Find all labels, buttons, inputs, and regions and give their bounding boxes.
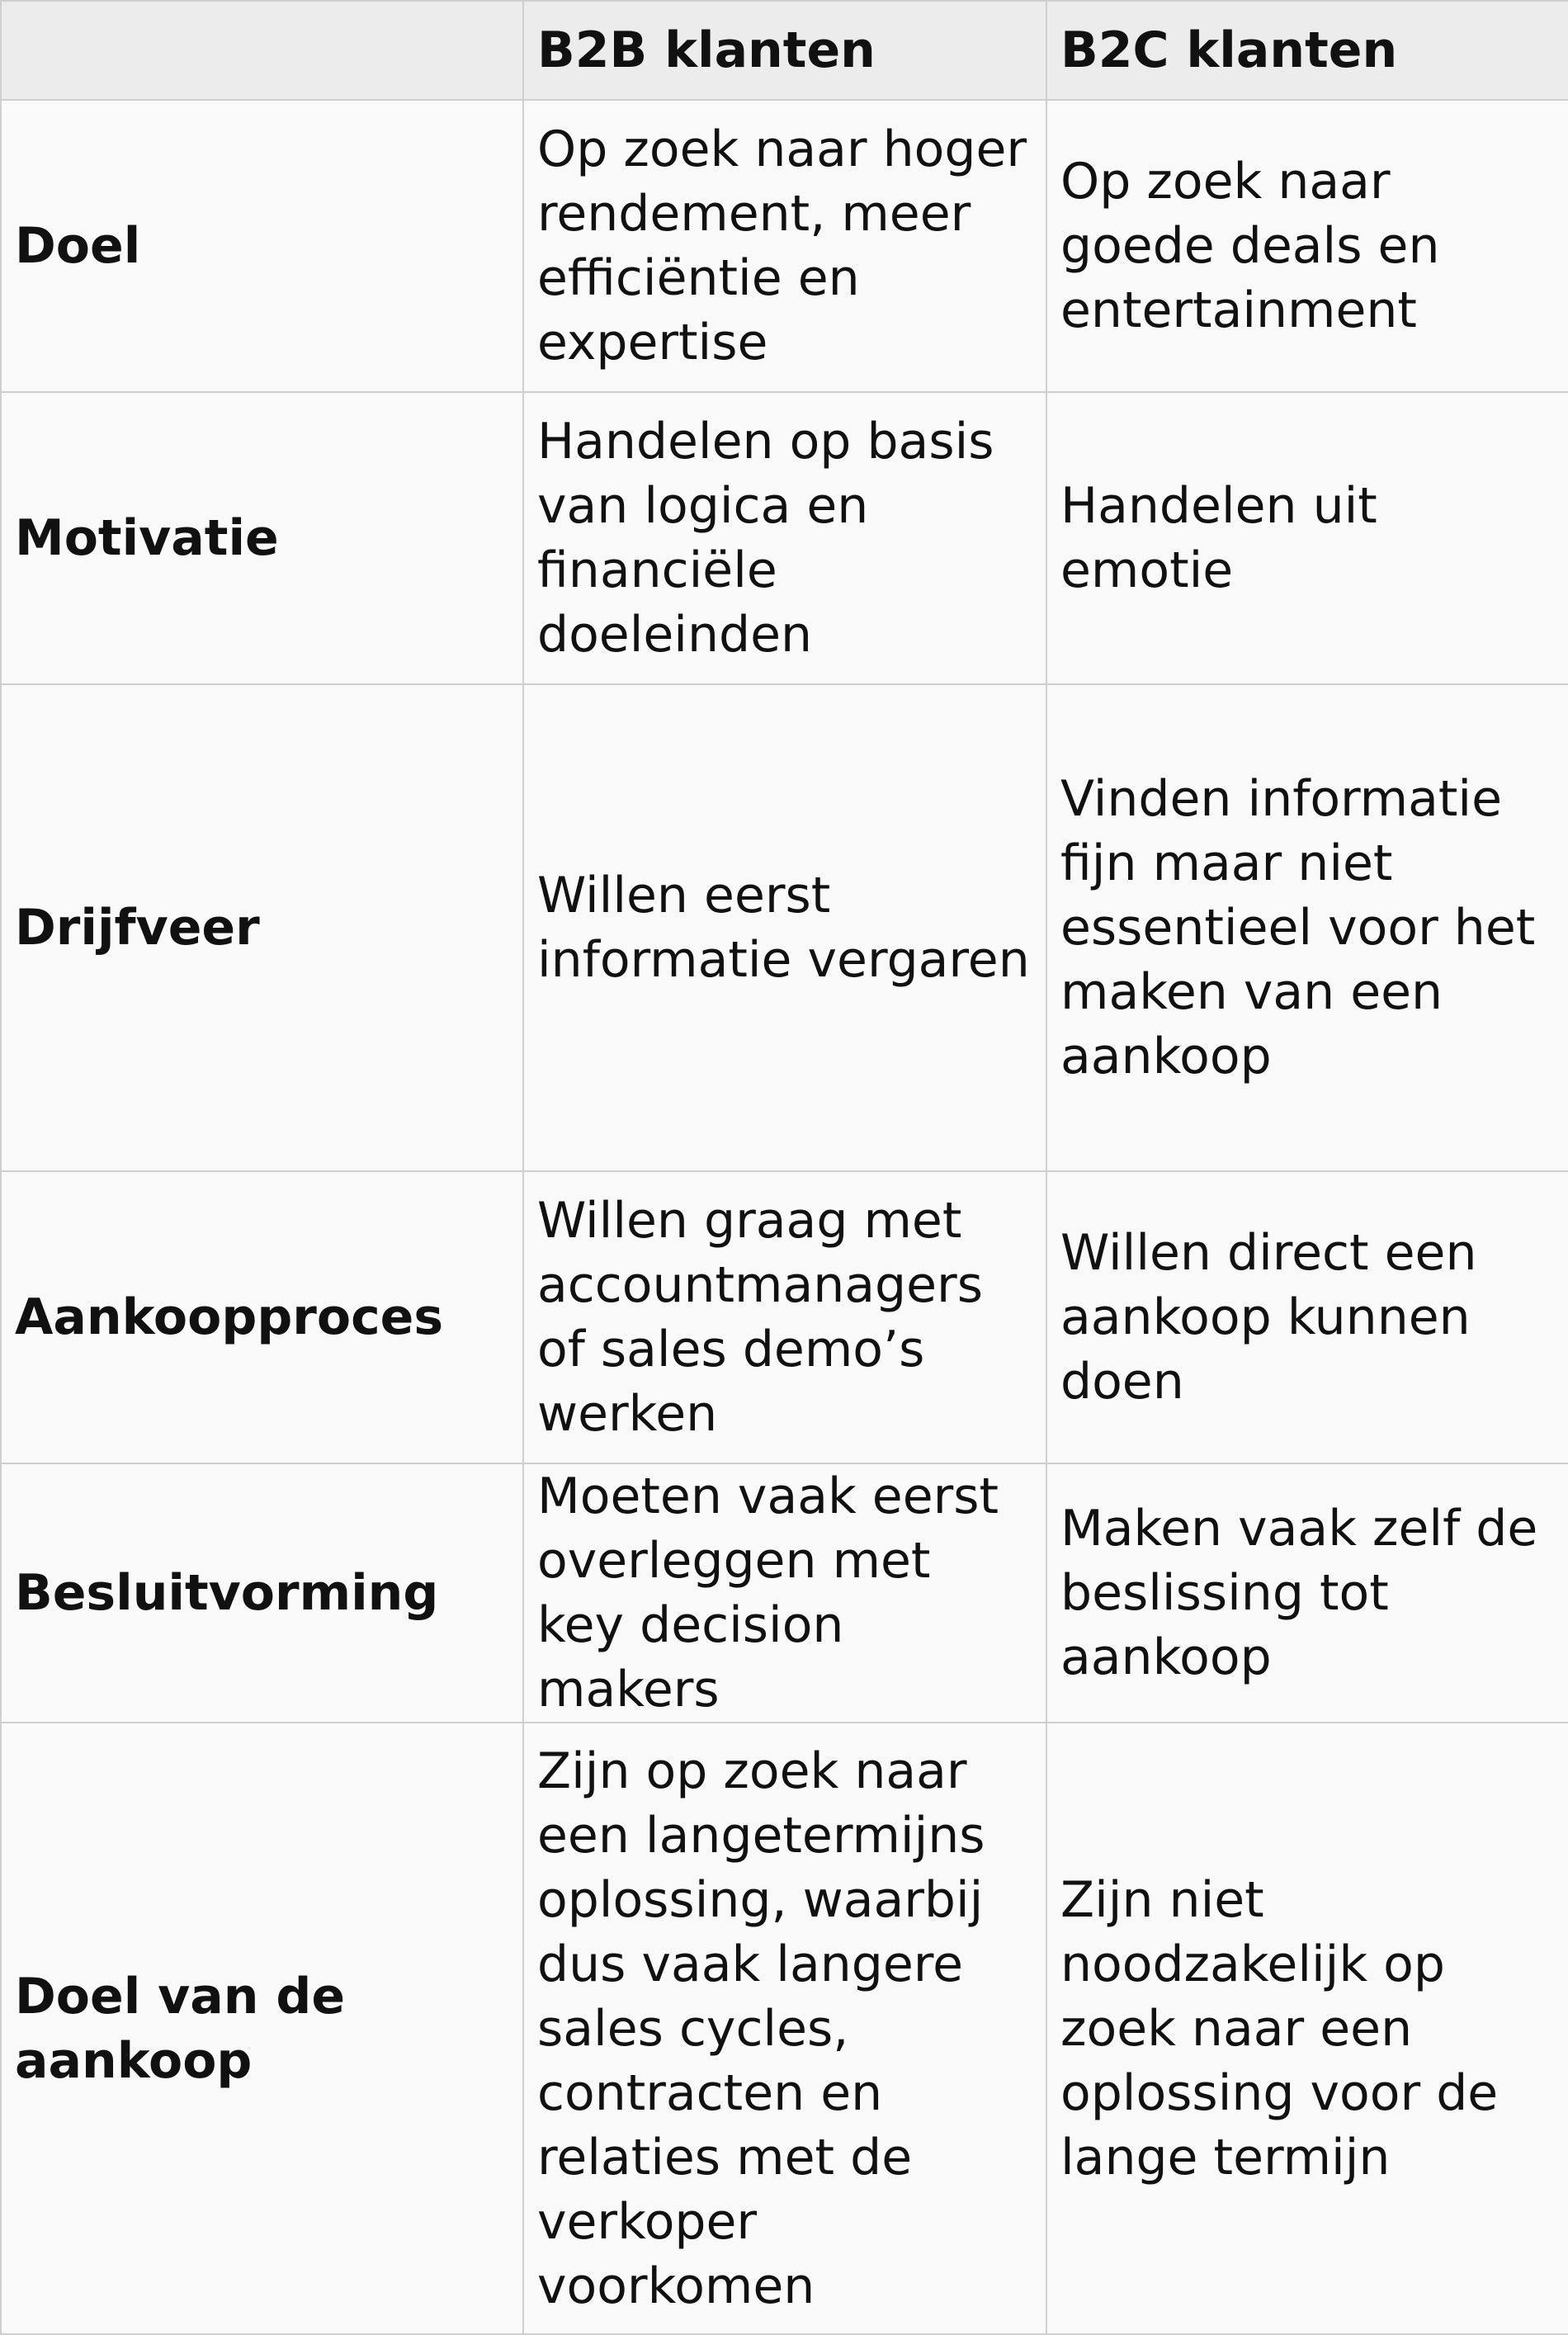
row-label: Doel van de aankoop	[1, 1723, 523, 2334]
table-row	[1, 1171, 1568, 1463]
table-row	[1, 684, 1568, 1171]
table-row	[1, 1723, 1568, 2334]
b2c-cell: Maken vaak zelf de beslissing tot aankoop	[1046, 1463, 1568, 1723]
b2c-cell: Zijn niet noodzakelijk op zoek naar een oplossing voor de lange termijn	[1046, 1723, 1568, 2334]
b2c-cell: Handelen uit emotie	[1046, 392, 1568, 684]
table-body	[1, 100, 1568, 2334]
b2b-cell: Handelen op basis van logica en financiële doeleinden	[523, 392, 1046, 684]
table-row	[1, 1463, 1568, 1723]
row-label: Aankoopproces	[1, 1171, 523, 1463]
row-label: Motivatie	[1, 392, 523, 684]
table-header	[1, 1, 1568, 100]
table-row	[1, 392, 1568, 684]
b2b-cell: Willen eerst informatie vergaren	[523, 684, 1046, 1171]
b2b-cell: Willen graag met accountmanagers of sales demo’s werken	[523, 1171, 1046, 1463]
b2c-cell: Willen direct een aankoop kunnen doen	[1046, 1171, 1568, 1463]
row-label: Besluitvorming	[1, 1463, 523, 1723]
row-label: Drijfveer	[1, 684, 523, 1171]
table-row	[1, 100, 1568, 392]
header-row	[1, 1, 1568, 100]
header-b2b: B2B klanten	[523, 1, 1046, 100]
b2b-cell: Moeten vaak eerst overleggen met key decision makers	[523, 1463, 1046, 1723]
b2b-cell: Op zoek naar hoger rendement, meer efficiëntie en expertise	[523, 100, 1046, 392]
header-empty-cell	[1, 1, 523, 100]
b2b-cell: Zijn op zoek naar een langetermijns oplossing, waarbij dus vaak langere sales cycles, contracten en relaties met de verkoper voorkomen	[523, 1723, 1046, 2334]
b2c-cell: Op zoek naar goede deals en entertainment	[1046, 100, 1568, 392]
b2c-cell: Vinden informatie fijn maar niet essentieel voor het maken van een aankoop	[1046, 684, 1568, 1171]
row-label: Doel	[1, 100, 523, 392]
header-b2c: B2C klanten	[1046, 1, 1568, 100]
